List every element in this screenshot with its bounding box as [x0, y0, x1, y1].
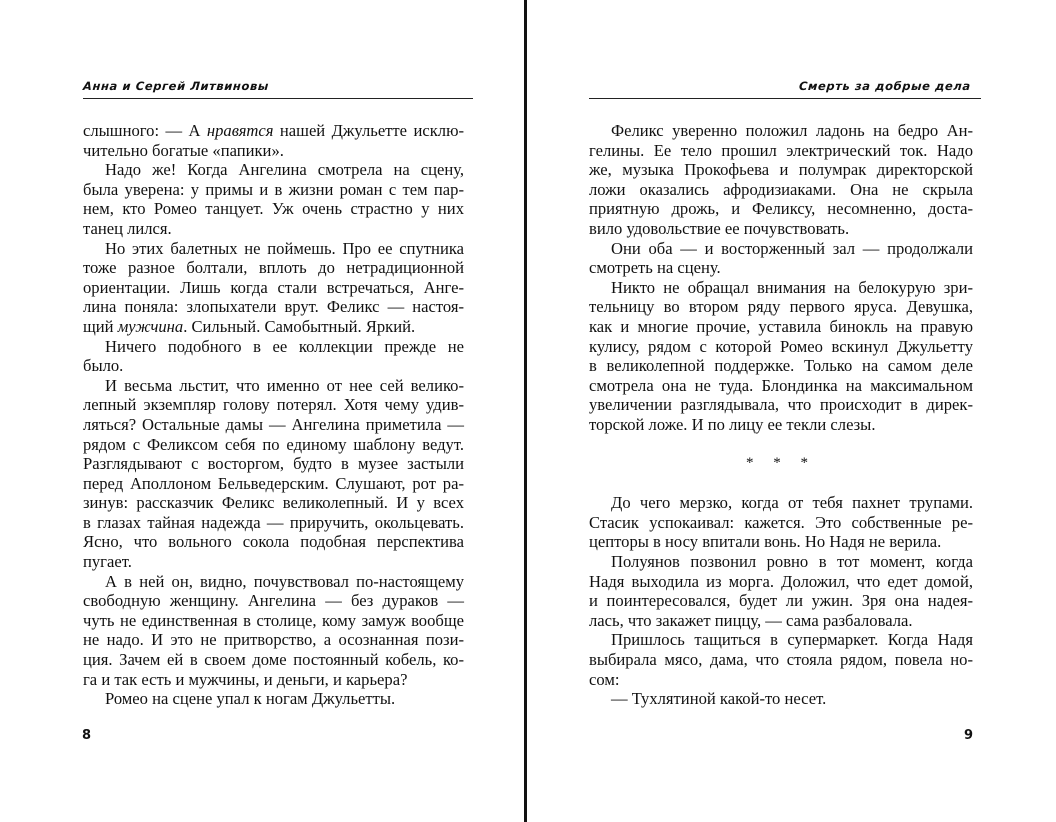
text-line — [589, 297, 973, 317]
text-line — [83, 611, 464, 631]
text-run: танец лился. — [83, 218, 172, 238]
text-run: лина поняла: злопыхатели врут. Феликс — настоя- — [83, 297, 464, 317]
text-line — [589, 572, 973, 592]
text-run: как и многие прочие, уставила бинокль на правую — [589, 316, 973, 336]
text-run: смотреть на сцену. — [589, 258, 721, 278]
text-run: А в ней он, видно, почувствовал по-настоящему — [105, 571, 464, 591]
text-line — [83, 199, 464, 219]
text-run: До чего мерзко, когда от тебя пахнет трупами. — [611, 493, 973, 513]
right-text-before-break — [589, 121, 973, 435]
text-run: Разглядывают с восторгом, будто в музее застыли — [83, 454, 464, 474]
text-line — [83, 317, 464, 337]
text-run: в великолепной поддержке. Только на самом деле — [589, 356, 973, 376]
text-run: Надо же! Когда Ангелина смотрела на сцену, — [105, 160, 464, 180]
text-run: щий — [83, 316, 118, 336]
text-run: в глазах тайная надежда — приручить, окольцевать. — [83, 512, 464, 532]
text-line — [589, 239, 973, 259]
text-line — [589, 376, 973, 396]
text-line — [83, 219, 464, 239]
text-run: Полуянов позвонил ровно в тот момент, когда — [611, 552, 973, 572]
text-run: Но этих балетных не поймешь. Про ее спутника — [105, 238, 464, 258]
text-line — [83, 141, 464, 161]
text-line — [589, 493, 973, 513]
text-line — [83, 532, 464, 552]
text-run: ция. Зачем ей в своем доме постоянный кобель, ко- — [83, 650, 464, 670]
text-run: Ромео на сцене упал к ногам Джульетты. — [105, 689, 396, 709]
text-line — [83, 572, 464, 592]
text-run: слышного: — А — [83, 121, 207, 140]
text-run: же, музыка Прокофьева и полумрак директорской — [589, 160, 973, 180]
text-run: не надо. И это не притворство, а осознанная пози- — [83, 630, 464, 650]
text-run: Пришлось тащиться в супермаркет. Когда Надя — [611, 630, 973, 650]
italic-emphasis: нравятся — [206, 121, 274, 140]
text-line — [83, 630, 464, 650]
text-run: увеличении разглядывала, что происходит в дирек- — [589, 395, 973, 415]
text-run: Они оба — и восторженный зал — продолжали — [611, 238, 973, 258]
text-line — [83, 239, 464, 259]
header-rule-left — [83, 98, 473, 99]
text-line — [589, 317, 973, 337]
section-separator: * * * — [746, 455, 816, 472]
text-run: вило удовольствие ее почувствовать. — [589, 218, 850, 238]
header-rule-right — [589, 98, 981, 99]
left-page — [0, 0, 524, 822]
text-run: га и так есть и мужчины, и деньги, и карьера? — [83, 669, 408, 689]
text-run: чуть не единственная в столице, кому замуж вообще — [83, 610, 464, 630]
text-line — [83, 493, 464, 513]
text-line — [83, 474, 464, 494]
text-run: было. — [83, 356, 124, 376]
right-text-after-break — [589, 493, 973, 709]
text-run: И весьма льстит, что именно от нее сей велико- — [105, 375, 464, 395]
running-head-right: Смерть за добрые дела — [798, 79, 972, 93]
text-line — [83, 337, 464, 357]
text-line — [589, 552, 973, 572]
book-spine — [524, 0, 527, 822]
italic-emphasis: мужчина — [117, 316, 184, 336]
text-run: гелины. Ее тело прошил электрический ток. Надо — [589, 140, 973, 160]
text-run: Никто не обращал внимания на белокурую зри- — [611, 277, 973, 297]
text-line — [83, 160, 464, 180]
text-line — [589, 199, 973, 219]
text-line — [83, 258, 464, 278]
text-line — [589, 670, 973, 690]
text-line — [589, 180, 973, 200]
text-line — [589, 630, 973, 650]
running-head-left: Анна и Сергей Литвиновы — [82, 79, 270, 93]
text-run: тельницу во втором ряду первого яруса. Девушка, — [589, 297, 973, 317]
text-line — [83, 356, 464, 376]
text-run: приятную дрожь, и Феликсу, несомненно, доста- — [589, 199, 973, 219]
page-number-left: 8 — [82, 728, 92, 743]
text-run: ориентации. Лишь когда стали встречаться, Анге- — [83, 277, 464, 297]
right-body-text — [589, 121, 973, 709]
text-line — [83, 650, 464, 670]
text-run: Ясно, что вольного сокола подобная перспектива — [83, 532, 464, 552]
text-run: цепторы в носу впитали вонь. Но Надя не верила. — [589, 532, 942, 552]
text-line — [589, 337, 973, 357]
text-run: свободную женщину. Ангелина — без дураков — — [83, 591, 464, 611]
text-run: лась, что закажет пиццу, — сама разбаловала. — [589, 610, 913, 630]
text-run: ложи оказались афродизиаками. Она не скрыла — [589, 179, 973, 199]
text-run: — Тухлятиной какой-то несет. — [611, 689, 827, 709]
text-run: выбирала мясо, дама, что стояла рядом, повела но- — [589, 650, 973, 670]
text-run: смотрела она не туда. Блондинка на максимальном — [589, 375, 973, 395]
text-run: рядом с Феликсом себя по единому шаблону ведут. — [83, 434, 464, 454]
text-line — [589, 650, 973, 670]
text-run: . Сильный. Самобытный. Яркий. — [183, 316, 416, 336]
text-line — [589, 611, 973, 631]
text-line — [589, 278, 973, 298]
text-run: чительно богатые «папики». — [83, 140, 284, 160]
text-run: нем, кто Ромео танцует. Уж очень страстно у них — [83, 199, 464, 219]
text-line — [83, 376, 464, 396]
text-line — [589, 219, 973, 239]
text-line — [589, 356, 973, 376]
text-line — [589, 141, 973, 161]
text-line — [83, 297, 464, 317]
text-line — [83, 552, 464, 572]
blank-line — [589, 435, 973, 455]
text-line — [83, 435, 464, 455]
text-line — [83, 180, 464, 200]
text-line — [589, 258, 973, 278]
text-run: перед Аполлоном Бельведерским. Слушают, рот ра- — [83, 473, 464, 493]
text-line — [83, 591, 464, 611]
text-run: лепный экземпляр голову потерял. Хотя чему удив- — [83, 395, 464, 415]
text-run: сом: — [589, 669, 620, 689]
text-line — [589, 513, 973, 533]
text-line — [589, 532, 973, 552]
text-run: тоже разное болтали, вплоть до нетрадиционной — [83, 258, 464, 278]
blank-line — [589, 474, 973, 494]
text-run: Надя выходила из морга. Доложил, что едет домой, — [589, 571, 973, 591]
text-line — [83, 670, 464, 690]
text-run: Ничего подобного в ее коллекции прежде не — [105, 336, 464, 356]
text-line — [589, 395, 973, 415]
text-run: Стасик успокаивал: кажется. Это собственные ре- — [589, 512, 973, 532]
text-run: Феликс уверенно положил ладонь на бедро Ан- — [611, 121, 973, 140]
text-line — [589, 689, 973, 709]
text-line — [83, 121, 464, 141]
text-run: была уверена: у примы и в жизни роман с тем пар- — [83, 179, 464, 199]
text-line — [83, 454, 464, 474]
right-page — [532, 0, 1056, 822]
text-run: ляться? Остальные дамы — Ангелина приметила — — [83, 414, 464, 434]
text-line — [83, 689, 464, 709]
text-run: пугает. — [83, 552, 132, 572]
page-number-right: 9 — [963, 728, 973, 743]
text-line — [589, 160, 973, 180]
text-line — [83, 415, 464, 435]
text-run: зинув: рассказчик Феликс великолепный. И у всех — [83, 493, 464, 513]
text-line — [83, 278, 464, 298]
text-run: и поинтересовался, будет ли ужин. Зря она надея- — [589, 591, 973, 611]
text-line — [83, 395, 464, 415]
text-run: кулису, рядом с которой Ромео вскинул Джульетту — [589, 336, 973, 356]
text-run: торской ложе. И по лицу ее текли слезы. — [589, 414, 876, 434]
left-body-text — [83, 121, 464, 709]
text-line — [589, 415, 973, 435]
text-line — [589, 591, 973, 611]
text-line — [589, 121, 973, 141]
text-line — [83, 513, 464, 533]
text-run: нашей Джульетте исклю- — [273, 121, 464, 140]
